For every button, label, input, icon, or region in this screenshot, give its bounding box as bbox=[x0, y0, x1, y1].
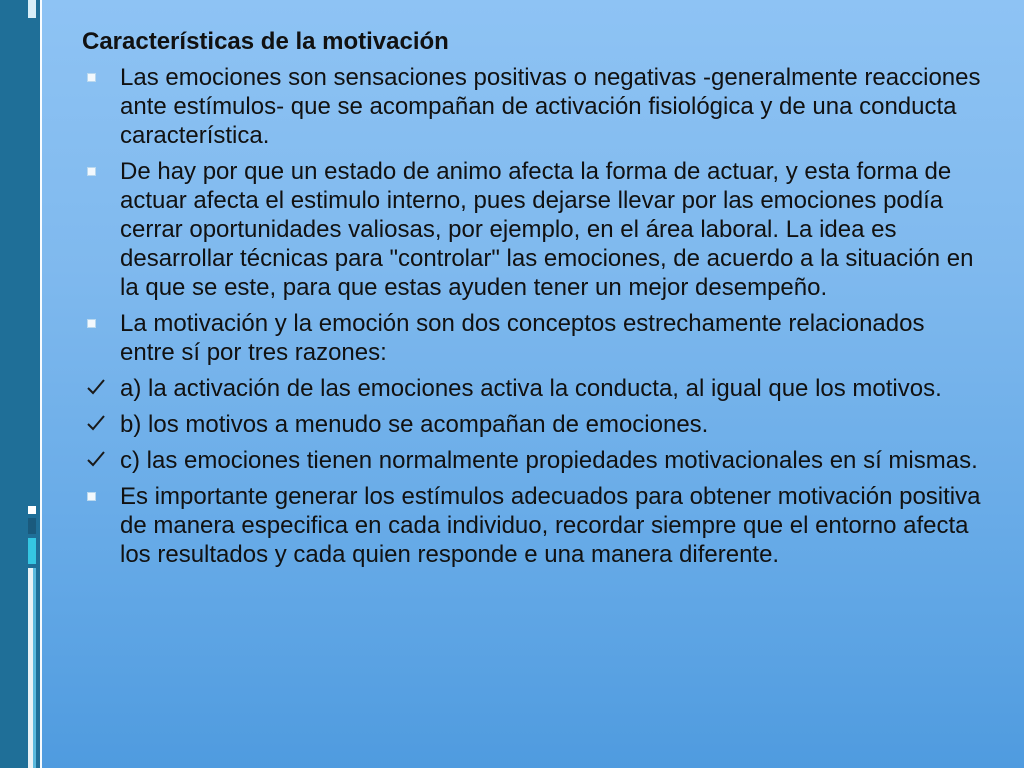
list-item-text: a) la activación de las emociones activa la conducta, al igual que los motivos. bbox=[120, 375, 942, 402]
check-mark-icon bbox=[86, 374, 108, 403]
list-item bbox=[82, 309, 982, 367]
list-item bbox=[82, 374, 982, 403]
square-bullet-icon bbox=[86, 157, 108, 186]
square-bullet-icon bbox=[86, 482, 108, 511]
list-item-text: c) las emociones tienen normalmente propiedades motivacionales en sí mismas. bbox=[120, 447, 978, 474]
list-item-text: Las emociones son sensaciones positivas o negativas -generalmente reacciones ante estímulos- que se acompañan de activación fisiológica y de una conducta característica. bbox=[120, 64, 981, 149]
top-accent-block bbox=[28, 0, 36, 18]
left-strip-highlight bbox=[40, 0, 42, 768]
list-item-text: Es importante generar los estímulos adecuados para obtener motivación positiva de manera especifica en cada individuo, recordar siempre que el entorno afecta los resultados y cada quien responde e una manera diferente. bbox=[120, 483, 981, 568]
list-item bbox=[82, 157, 982, 302]
list-item-text: b) los motivos a menudo se acompañan de emociones. bbox=[120, 411, 709, 438]
list-item-text: La motivación y la emoción son dos conceptos estrechamente relacionados entre sí por tres razones: bbox=[120, 310, 925, 366]
check-mark-icon bbox=[86, 410, 108, 439]
accent-bar-blue bbox=[33, 568, 36, 768]
list-item bbox=[82, 446, 982, 475]
list-item-text: De hay por que un estado de animo afecta la forma de actuar, y esta forma de actuar afecta el estimulo interno, pues dejarse llevar por las emociones podía cerrar oportunidades valiosas, por ejemplo, en el área laboral. La idea es desarrollar técnicas para "controlar" las emociones, de acuerdo a la situación en la que se este, para que estas ayuden tener un mejor desempeño. bbox=[120, 158, 974, 301]
accent-block-dark bbox=[28, 518, 36, 534]
accent-block-white bbox=[28, 506, 36, 514]
slide-content bbox=[82, 27, 982, 576]
accent-block-cyan bbox=[28, 538, 36, 564]
check-mark-icon bbox=[86, 446, 108, 475]
square-bullet-icon bbox=[86, 63, 108, 92]
list-item bbox=[82, 482, 982, 569]
list-item bbox=[82, 63, 982, 150]
square-bullet-icon bbox=[86, 309, 108, 338]
list-item bbox=[82, 410, 982, 439]
slide-title: Características de la motivación bbox=[82, 28, 449, 55]
